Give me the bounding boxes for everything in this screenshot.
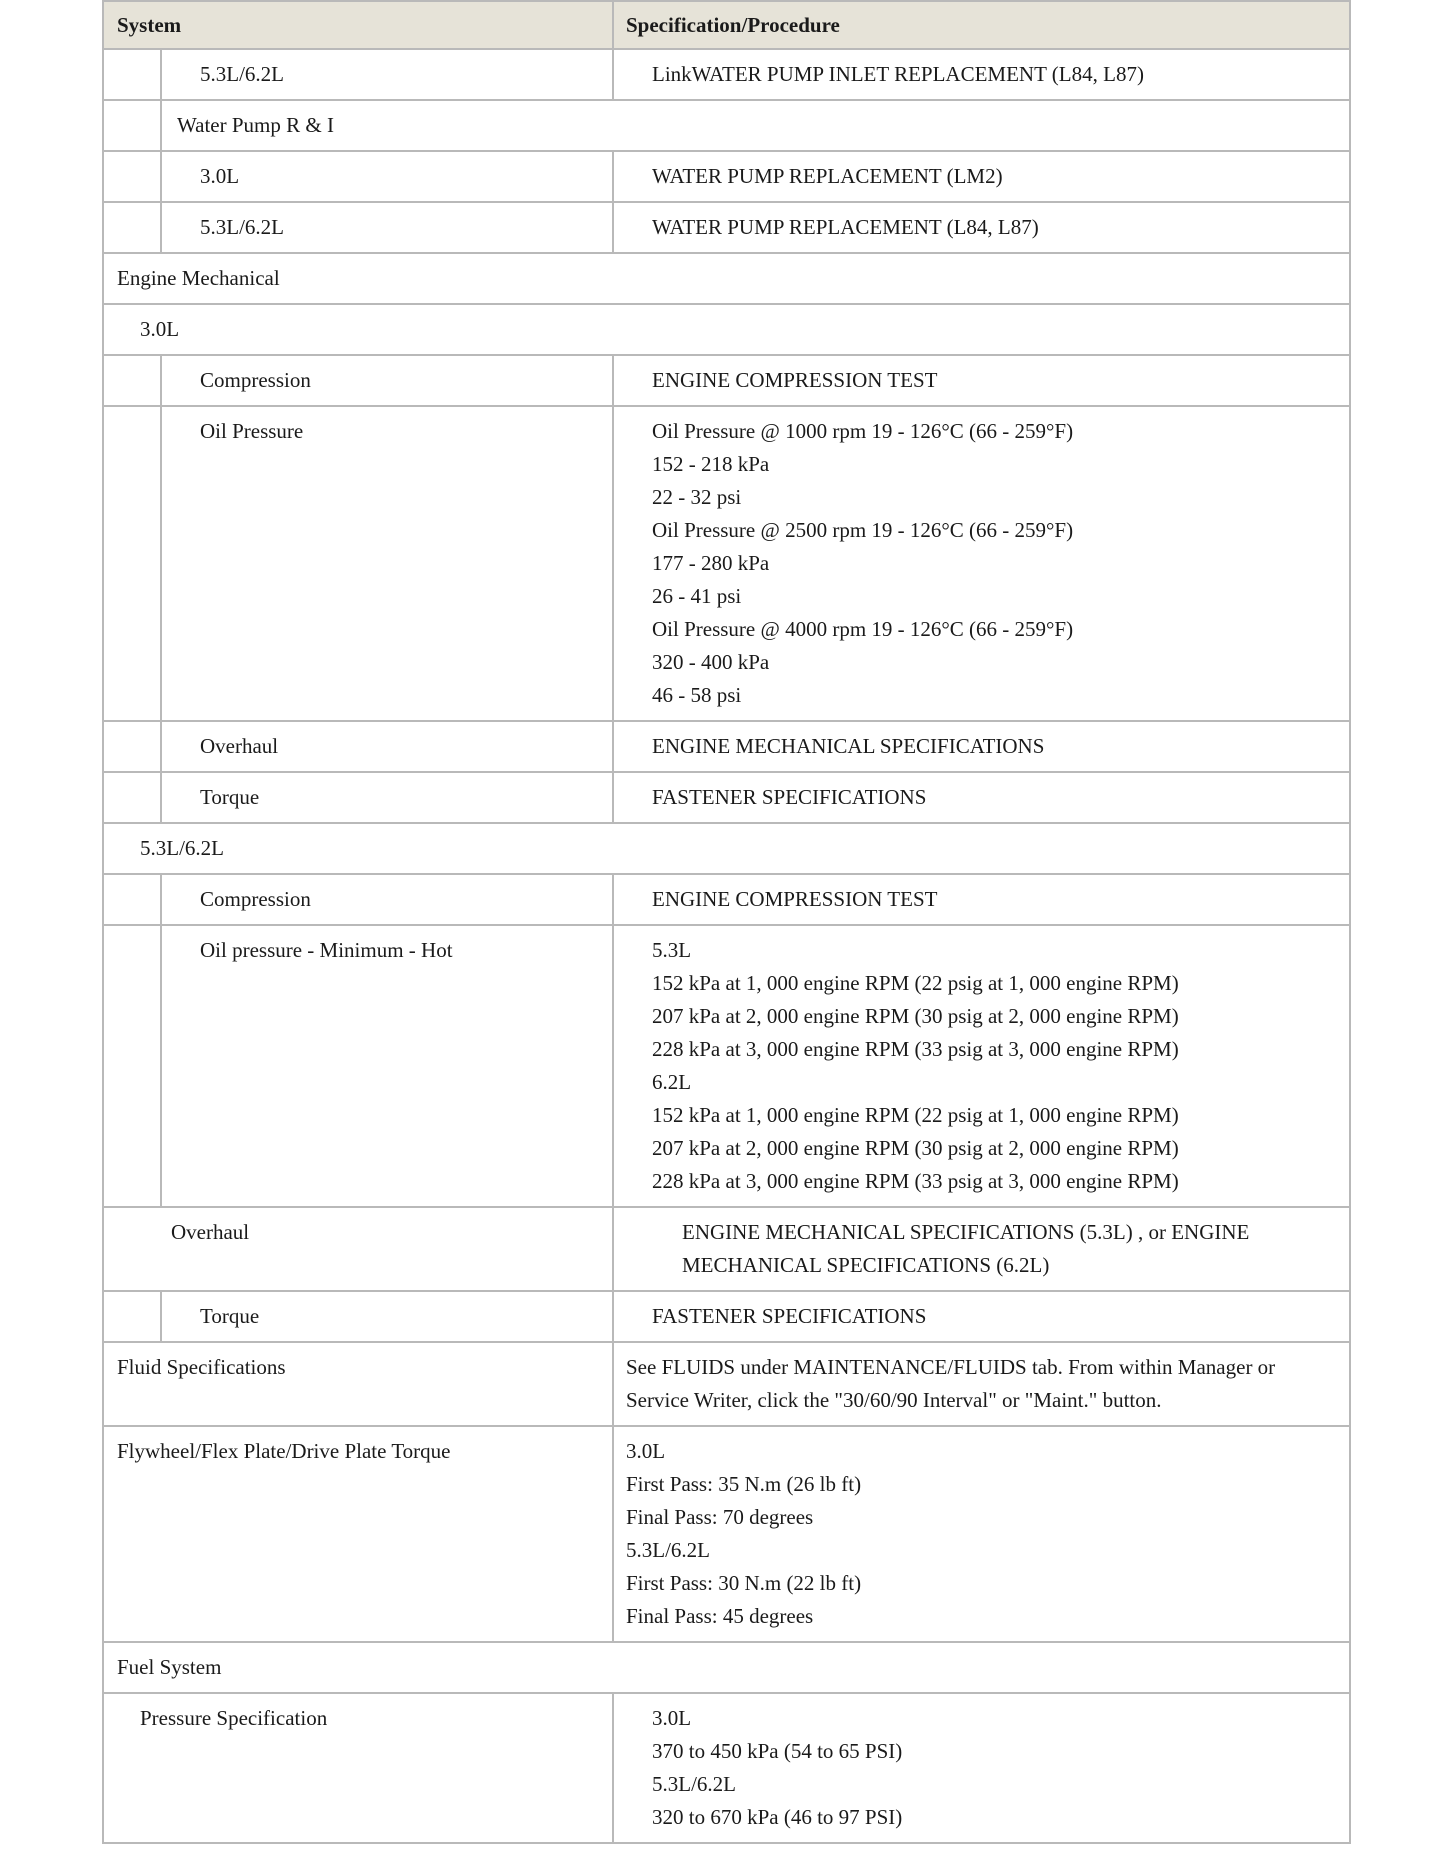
system-label: Pressure Specification bbox=[140, 1706, 328, 1730]
table-row bbox=[102, 356, 1351, 407]
table-row bbox=[102, 254, 1351, 305]
system-cell bbox=[104, 1292, 614, 1341]
spec-line: 152 kPa at 1, 000 engine RPM (22 psig at 1, 000 engine RPM) bbox=[652, 1103, 1179, 1127]
spec-line: ENGINE COMPRESSION TEST bbox=[652, 368, 938, 392]
system-cell bbox=[104, 1208, 614, 1290]
system-cell bbox=[104, 152, 614, 201]
spec-cell bbox=[614, 1208, 1349, 1290]
table-row bbox=[102, 1343, 1351, 1427]
table-row bbox=[102, 875, 1351, 926]
spec-line: See FLUIDS under MAINTENANCE/FLUIDS tab. From within Manager or bbox=[626, 1355, 1276, 1379]
spec-line: First Pass: 30 N.m (22 lb ft) bbox=[626, 1571, 862, 1595]
system-label: 5.3L/6.2L bbox=[200, 215, 284, 239]
system-label: Overhaul bbox=[171, 1220, 250, 1244]
spec-line: LinkWATER PUMP INLET REPLACEMENT (L84, L87) bbox=[652, 62, 1144, 86]
table-row bbox=[102, 773, 1351, 824]
spec-line: 228 kPa at 3, 000 engine RPM (33 psig at 3, 000 engine RPM) bbox=[652, 1037, 1179, 1061]
table-row bbox=[102, 824, 1351, 875]
spec-line: 152 kPa at 1, 000 engine RPM (22 psig at 1, 000 engine RPM) bbox=[652, 971, 1179, 995]
spec-line: FASTENER SPECIFICATIONS bbox=[652, 1304, 927, 1328]
system-cell bbox=[104, 875, 614, 924]
spec-line: 26 - 41 psi bbox=[652, 584, 742, 608]
spec-cell bbox=[614, 1694, 1349, 1842]
system-cell bbox=[104, 356, 614, 405]
spec-cell bbox=[614, 203, 1349, 252]
spec-line: Final Pass: 70 degrees bbox=[626, 1505, 814, 1529]
section-heading: Fuel System bbox=[117, 1655, 222, 1679]
table-row bbox=[102, 1208, 1351, 1292]
system-cell bbox=[104, 1694, 614, 1842]
spec-line: Final Pass: 45 degrees bbox=[626, 1604, 814, 1628]
indent-gutter bbox=[104, 356, 162, 405]
indent-gutter bbox=[104, 773, 162, 822]
table-row bbox=[102, 407, 1351, 722]
spec-line: Service Writer, click the "30/60/90 Interval" or "Maint." button. bbox=[626, 1388, 1162, 1412]
spec-cell bbox=[614, 875, 1349, 924]
table-row bbox=[102, 1694, 1351, 1844]
indent-gutter bbox=[104, 722, 162, 771]
spec-line: Oil Pressure @ 4000 rpm 19 - 126°C (66 - 259°F) bbox=[652, 617, 1074, 641]
subsection-heading: Water Pump R & I bbox=[177, 113, 334, 137]
spec-line: 207 kPa at 2, 000 engine RPM (30 psig at 2, 000 engine RPM) bbox=[652, 1136, 1179, 1160]
indent-gutter bbox=[104, 926, 162, 1206]
table-header bbox=[102, 0, 1351, 50]
spec-line: 152 - 218 kPa bbox=[652, 452, 770, 476]
spec-cell bbox=[614, 1292, 1349, 1341]
header-spec: Specification/Procedure bbox=[626, 13, 840, 37]
spec-cell bbox=[614, 926, 1349, 1206]
table-row bbox=[102, 926, 1351, 1208]
spec-line: 6.2L bbox=[652, 1070, 692, 1094]
spec-line: 177 - 280 kPa bbox=[652, 551, 770, 575]
spec-line: 5.3L bbox=[652, 938, 692, 962]
section-heading: 3.0L bbox=[140, 317, 180, 341]
spec-line: 320 to 670 kPa (46 to 97 PSI) bbox=[652, 1805, 903, 1829]
header-system: System bbox=[117, 13, 182, 37]
system-label: Compression bbox=[200, 887, 311, 911]
spec-line: ENGINE MECHANICAL SPECIFICATIONS bbox=[652, 734, 1045, 758]
system-label: Oil Pressure bbox=[200, 419, 304, 443]
system-label: 5.3L/6.2L bbox=[200, 62, 284, 86]
spec-line: ENGINE MECHANICAL SPECIFICATIONS (5.3L) , or ENGINE bbox=[682, 1220, 1250, 1244]
system-cell bbox=[104, 50, 614, 99]
spec-line: 370 to 450 kPa (54 to 65 PSI) bbox=[652, 1739, 903, 1763]
spec-line: 228 kPa at 3, 000 engine RPM (33 psig at 3, 000 engine RPM) bbox=[652, 1169, 1179, 1193]
spec-line: Oil Pressure @ 1000 rpm 19 - 126°C (66 - 259°F) bbox=[652, 419, 1074, 443]
system-cell bbox=[104, 773, 614, 822]
indent-gutter bbox=[104, 50, 162, 99]
table-row bbox=[102, 1427, 1351, 1643]
spec-line: First Pass: 35 N.m (26 lb ft) bbox=[626, 1472, 862, 1496]
spec-cell bbox=[614, 152, 1349, 201]
spec-cell bbox=[614, 1427, 1349, 1641]
system-label: Torque bbox=[200, 785, 260, 809]
spec-line: 3.0L bbox=[652, 1706, 692, 1730]
section-heading: Engine Mechanical bbox=[117, 266, 280, 290]
table-row bbox=[102, 50, 1351, 101]
system-label: Oil pressure - Minimum - Hot bbox=[200, 938, 453, 962]
spec-line: ENGINE COMPRESSION TEST bbox=[652, 887, 938, 911]
system-cell bbox=[104, 407, 614, 720]
spec-cell bbox=[614, 1343, 1349, 1425]
table-row bbox=[102, 152, 1351, 203]
spec-cell bbox=[614, 50, 1349, 99]
spec-line: 22 - 32 psi bbox=[652, 485, 742, 509]
spec-cell bbox=[614, 722, 1349, 771]
table-row bbox=[102, 1643, 1351, 1694]
spec-line: 3.0L bbox=[626, 1439, 666, 1463]
table-row bbox=[102, 101, 1351, 152]
table-row bbox=[102, 203, 1351, 254]
indent-gutter bbox=[104, 101, 162, 150]
spec-line: WATER PUMP REPLACEMENT (LM2) bbox=[652, 164, 1003, 188]
spec-line: Oil Pressure @ 2500 rpm 19 - 126°C (66 - 259°F) bbox=[652, 518, 1074, 542]
indent-gutter bbox=[104, 407, 162, 720]
spec-line: FASTENER SPECIFICATIONS bbox=[652, 785, 927, 809]
indent-gutter bbox=[104, 152, 162, 201]
spec-line: 5.3L/6.2L bbox=[652, 1772, 736, 1796]
table-row bbox=[102, 1292, 1351, 1343]
system-label: Torque bbox=[200, 1304, 260, 1328]
spec-cell bbox=[614, 773, 1349, 822]
system-cell bbox=[104, 1343, 614, 1425]
table-row bbox=[102, 722, 1351, 773]
system-cell bbox=[104, 203, 614, 252]
system-label: 3.0L bbox=[200, 164, 240, 188]
table-row bbox=[102, 305, 1351, 356]
system-cell bbox=[104, 722, 614, 771]
system-cell bbox=[104, 926, 614, 1206]
spec-line: WATER PUMP REPLACEMENT (L84, L87) bbox=[652, 215, 1039, 239]
spec-cell bbox=[614, 356, 1349, 405]
spec-line: 46 - 58 psi bbox=[652, 683, 742, 707]
system-label: Overhaul bbox=[200, 734, 279, 758]
system-cell bbox=[104, 1427, 614, 1641]
indent-gutter bbox=[104, 203, 162, 252]
system-label: Flywheel/Flex Plate/Drive Plate Torque bbox=[117, 1439, 451, 1463]
indent-gutter bbox=[104, 875, 162, 924]
spec-line: 207 kPa at 2, 000 engine RPM (30 psig at 2, 000 engine RPM) bbox=[652, 1004, 1179, 1028]
spec-line: MECHANICAL SPECIFICATIONS (6.2L) bbox=[682, 1253, 1050, 1277]
spec-line: 320 - 400 kPa bbox=[652, 650, 770, 674]
indent-gutter bbox=[104, 1292, 162, 1341]
spec-line: 5.3L/6.2L bbox=[626, 1538, 710, 1562]
spec-cell bbox=[614, 407, 1349, 720]
system-label: Fluid Specifications bbox=[117, 1355, 286, 1379]
section-heading: 5.3L/6.2L bbox=[140, 836, 224, 860]
spec-table bbox=[102, 0, 1351, 1844]
system-label: Compression bbox=[200, 368, 311, 392]
